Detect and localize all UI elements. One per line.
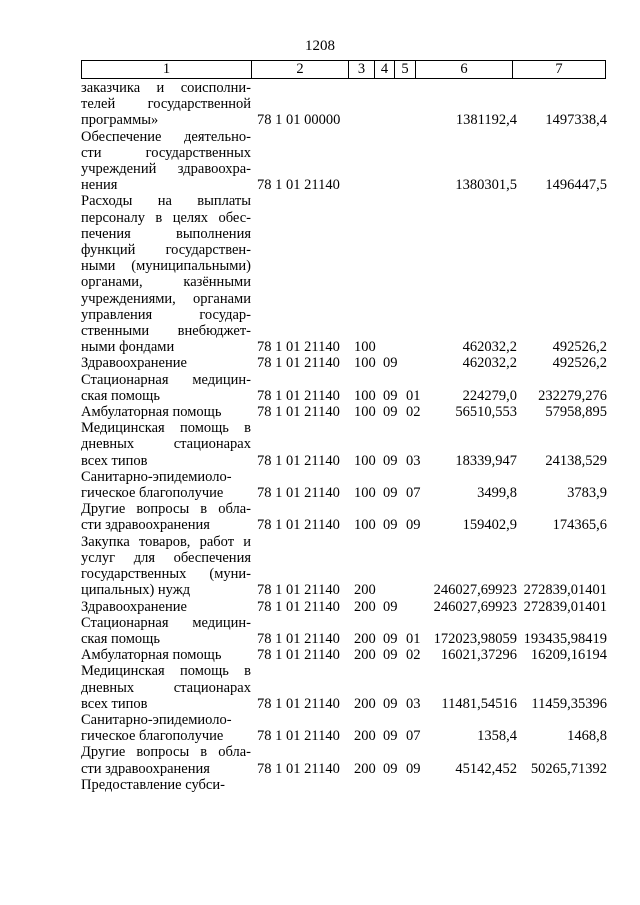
row-pr-code: 02 [406,404,421,421]
row-name-line: государственных (муни- [81,566,251,583]
row-value-2025: 1496447,5 [545,177,607,194]
row-value-2025: 3783,9 [567,485,607,502]
row-value-2024: 1381192,4 [455,112,517,129]
row-value-2025: 11459,35396 [531,695,607,712]
table-row [81,355,611,371]
row-rz-code: 09 [383,728,398,745]
row-name-line: управления государ- [81,306,251,323]
row-value-2025: 1468,8 [567,728,607,745]
row-name-line: сти государственных [81,144,251,161]
row-value-2025: 174365,6 [552,517,607,534]
header-col-2: 2 [252,61,349,78]
row-name [81,355,251,371]
table-row [81,420,611,469]
row-rz-code: 09 [383,647,398,664]
row-value-2025: 272839,01401 [523,598,607,615]
row-name-line: гическое благополучие [81,485,224,502]
row-csr-code: 78 1 01 21140 [257,517,340,534]
row-name [81,663,251,712]
header-col-5: 5 [395,61,416,78]
row-vr-code: 200 [354,728,376,745]
row-name [81,599,251,615]
row-vr-code: 200 [354,598,376,615]
row-name-line: Другие вопросы в обла- [81,744,251,761]
row-name [81,469,251,501]
row-vr-code: 100 [354,485,376,502]
row-csr-code: 78 1 01 21140 [257,760,340,777]
row-pr-code: 07 [406,485,421,502]
table-row [81,193,611,355]
row-name [81,647,251,663]
row-name-line: учреждений здравоохра- [81,161,251,178]
row-value-2024: 3499,8 [477,485,517,502]
row-name-line: ными (муниципальными) [81,258,251,275]
table-row [81,404,611,420]
table-row [81,129,611,194]
row-value-2024: 172023,98059 [433,630,517,647]
row-value-2024: 1358,4 [477,728,517,745]
page-number: 1208 [305,38,335,54]
table-header [81,60,606,79]
row-csr-code: 78 1 01 21140 [257,404,340,421]
row-name-line: всех типов [81,452,148,469]
row-name-line: ская помощь [81,387,160,404]
row-csr-code: 78 1 01 21140 [257,452,340,469]
row-name-line: Санитарно-эпидемиоло- [81,468,232,485]
row-name-line: Предоставление субси- [81,776,225,793]
row-name [81,744,251,776]
row-name-line: программы» [81,112,159,129]
table-body [81,80,611,793]
row-name-line: дневных стационарах [81,679,251,696]
row-name-line: функций государствен- [81,242,251,259]
row-name [81,420,251,469]
row-rz-code: 09 [383,355,398,372]
row-name-line: услуг для обеспечения [81,549,251,566]
row-value-2024: 45142,452 [455,760,517,777]
row-name [81,129,251,194]
row-pr-code: 09 [406,760,421,777]
row-csr-code: 78 1 01 21140 [257,598,340,615]
row-vr-code: 100 [354,355,376,372]
table-row [81,615,611,647]
row-name-line: Стационарная медицин- [81,614,251,631]
row-vr-code: 100 [354,387,376,404]
row-vr-code: 100 [354,404,376,421]
row-csr-code: 78 1 01 21140 [257,728,340,745]
row-name-line: Здравоохранение [81,598,187,615]
row-value-2025: 16209,16194 [530,647,607,664]
row-rz-code: 09 [383,598,398,615]
row-name [81,193,251,355]
row-name-line: Медицинская помощь в [81,663,251,680]
row-name-line: ципальных) нужд [81,582,191,599]
row-name-line: дневных стационарах [81,436,251,453]
row-name-line: гическое благополучие [81,728,224,745]
row-name-line: Стационарная медицин- [81,371,251,388]
row-name [81,501,251,533]
row-name-line: ственными внебюджет- [81,323,251,340]
row-vr-code: 100 [354,339,376,356]
row-vr-code: 200 [354,630,376,647]
row-value-2024: 11481,54516 [441,695,517,712]
row-rz-code: 09 [383,485,398,502]
row-vr-code: 200 [354,760,376,777]
row-pr-code: 09 [406,517,421,534]
row-pr-code: 02 [406,647,421,664]
row-csr-code: 78 1 01 21140 [257,582,340,599]
row-value-2024: 246027,69923 [433,598,517,615]
row-csr-code: 78 1 01 21140 [257,387,340,404]
table-row [81,372,611,404]
row-vr-code: 200 [354,582,376,599]
row-name [81,777,251,793]
row-name [81,80,251,129]
row-vr-code: 100 [354,517,376,534]
table-row [81,501,611,533]
row-value-2025: 1497338,4 [545,112,607,129]
row-name [81,712,251,744]
row-vr-code: 100 [354,452,376,469]
row-pr-code: 01 [406,387,421,404]
row-value-2025: 50265,71392 [530,760,607,777]
row-name [81,534,251,599]
header-col-6: 6 [416,61,513,78]
row-value-2024: 462032,2 [462,339,517,356]
row-csr-code: 78 1 01 21140 [257,630,340,647]
row-pr-code: 01 [406,630,421,647]
row-name-line: Амбулаторная помощь [81,647,222,664]
row-value-2024: 1380301,5 [455,177,517,194]
row-name-line: ская помощь [81,630,160,647]
row-name [81,615,251,647]
row-value-2024: 462032,2 [462,355,517,372]
row-csr-code: 78 1 01 21140 [257,485,340,502]
row-rz-code: 09 [383,760,398,777]
row-pr-code: 03 [406,452,421,469]
row-name-line: органами, казёнными [81,274,251,291]
row-value-2025: 272839,01401 [523,582,607,599]
row-name-line: Расходы на выплаты [81,193,251,210]
header-col-3: 3 [349,61,375,78]
row-name-line: Медицинская помощь в [81,420,251,437]
row-name-line: сти здравоохранения [81,760,210,777]
header-col-7: 7 [555,61,563,77]
row-rz-code: 09 [383,387,398,404]
table-row [81,534,611,599]
row-csr-code: 78 1 01 21140 [257,339,340,356]
row-name-line: всех типов [81,695,148,712]
row-value-2025: 24138,529 [545,452,607,469]
row-name-line: заказчика и соисполни- [81,80,251,96]
row-value-2025: 492526,2 [552,339,607,356]
row-name-line: персоналу в целях обес- [81,209,251,226]
row-name-line: Обеспечение деятельно- [81,128,251,145]
row-csr-code: 78 1 01 21140 [257,177,340,194]
table-row [81,80,611,129]
row-value-2025: 193435,98419 [523,630,607,647]
row-name-line: Закупка товаров, работ и [81,533,251,550]
header-col-4: 4 [375,61,395,78]
row-value-2024: 246027,69923 [433,582,517,599]
row-name-line: печения выполнения [81,225,251,242]
row-csr-code: 78 1 01 21140 [257,647,340,664]
table-row [81,712,611,744]
row-value-2024: 224279,0 [462,387,517,404]
table-row [81,663,611,712]
row-pr-code: 03 [406,695,421,712]
table-row [81,777,611,793]
row-value-2024: 16021,37296 [440,647,517,664]
row-rz-code: 09 [383,452,398,469]
table-row [81,469,611,501]
row-name [81,372,251,404]
table-row [81,744,611,776]
row-vr-code: 200 [354,647,376,664]
row-pr-code: 07 [406,728,421,745]
row-name-line: Другие вопросы в обла- [81,501,251,518]
row-rz-code: 09 [383,695,398,712]
row-csr-code: 78 1 01 21140 [257,695,340,712]
row-rz-code: 09 [383,517,398,534]
table-row [81,599,611,615]
row-name-line: ными фондами [81,339,175,356]
row-name-line: телей государственной [81,96,251,113]
row-name [81,404,251,420]
row-name-line: учреждениями, органами [81,290,251,307]
row-name-line: Амбулаторная помощь [81,404,222,421]
row-value-2024: 56510,553 [455,404,517,421]
table-row [81,647,611,663]
row-value-2025: 232279,276 [538,387,607,404]
row-value-2024: 18339,947 [455,452,517,469]
row-csr-code: 78 1 01 00000 [257,112,341,129]
row-value-2025: 492526,2 [552,355,607,372]
row-rz-code: 09 [383,404,398,421]
row-name-line: сти здравоохранения [81,517,210,534]
row-value-2024: 159402,9 [462,517,517,534]
row-csr-code: 78 1 01 21140 [257,355,340,372]
row-name-line: Санитарно-эпидемиоло- [81,711,232,728]
row-name-line: нения [81,177,118,194]
row-value-2025: 57958,895 [545,404,607,421]
row-vr-code: 200 [354,695,376,712]
header-col-1: 1 [82,61,252,78]
row-rz-code: 09 [383,630,398,647]
row-name-line: Здравоохранение [81,355,187,372]
